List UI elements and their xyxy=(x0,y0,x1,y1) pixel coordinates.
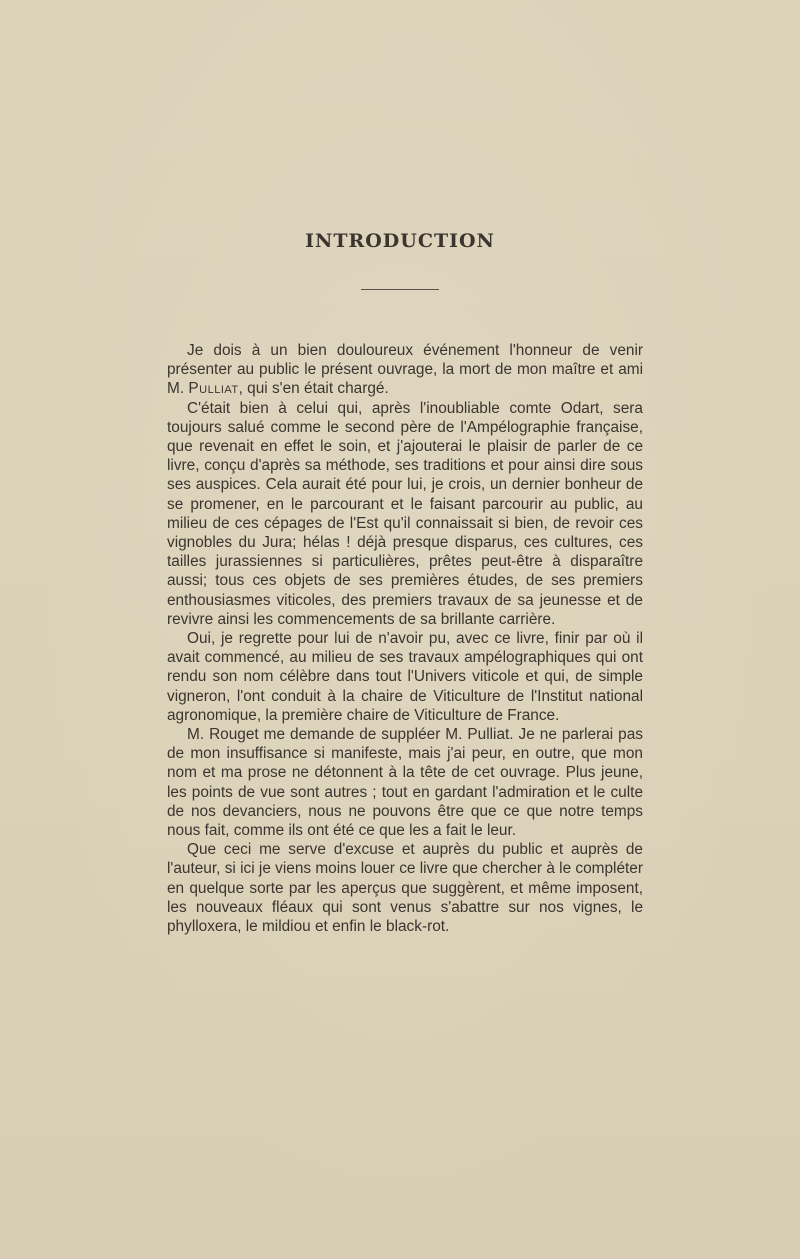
paragraph-3: Oui, je regrette pour lui de n'avoir pu, avec ce livre, finir par où il avait commencé, au milieu de ses travaux ampélographiques qui ont rendu son nom célèbre dans tout l'Univers viticole et qui, de simple vigneron, l'ont conduit à la chaire de Viticulture de l'Institut national agronomique, la première chaire de Viticulture de France. xyxy=(167,630,643,724)
body-text xyxy=(167,341,643,936)
paragraph-5: Que ceci me serve d'excuse et auprès du public et auprès de l'auteur, si ici je viens moins louer ce livre que chercher à le compléter en quelque sorte par les aperçus que suggèrent, et même imposent, les nouveaux fléaux qui sont venus s'abattre sur nos vignes, le phylloxera, le mildiou et enfin le black-rot. xyxy=(167,841,643,936)
title-rule xyxy=(361,289,439,290)
paragraph-2: C'était bien à celui qui, après l'inoubliable comte Odart, sera toujours salué comme le second père de l'Ampélographie française, que revenait en effet le soin, et j'ajouterai le plaisir de parler de ce livre, conçu d'après sa méthode, ses traditions et pour ainsi dire sous ses auspices. Cela aurait été pour lui, je crois, un dernier bonheur de se promener, en le parcourant et le faisant parcourir au public, au milieu de ces cépages de l'Est qu'il connaissait si bien, de revoir ces vignobles du Jura; hélas ! déjà presque disparus, ces cultures, ces tailles jurassiennes si particulières, prêtes peut-être à disparaître aussi; tous ces objets de ses premières études, de ses premiers enthousiasmes viticoles, des premiers travaux de sa jeunesse et de revivre ainsi les commencements de sa brillante carrière. xyxy=(167,399,643,628)
author-name: Pulliat xyxy=(188,380,239,398)
paragraph-1-after: , qui s'en était chargé. xyxy=(238,380,389,398)
page-title: INTRODUCTION xyxy=(305,230,495,252)
paragraph-4: M. Rouget me demande de suppléer M. Pulliat. Je ne parlerai pas de mon insuffisance si manifeste, mais j'ai peur, en outre, que mon nom et ma prose ne détonnent à la tête de cet ouvrage. Plus jeune, les points de vue sont autres ; tout en gardant l'admiration et le culte de nos devanciers, nous ne pouvons être que ce que notre temps nous fait, comme ils ont été ce que les a fait le leur. xyxy=(167,726,643,840)
paragraph-1 xyxy=(167,341,643,399)
paragraph-1-before: Je dois à un bien douloureux événement l'honneur de venir présenter au public le présent ouvrage, la mort de mon maître et ami M. xyxy=(167,342,643,398)
